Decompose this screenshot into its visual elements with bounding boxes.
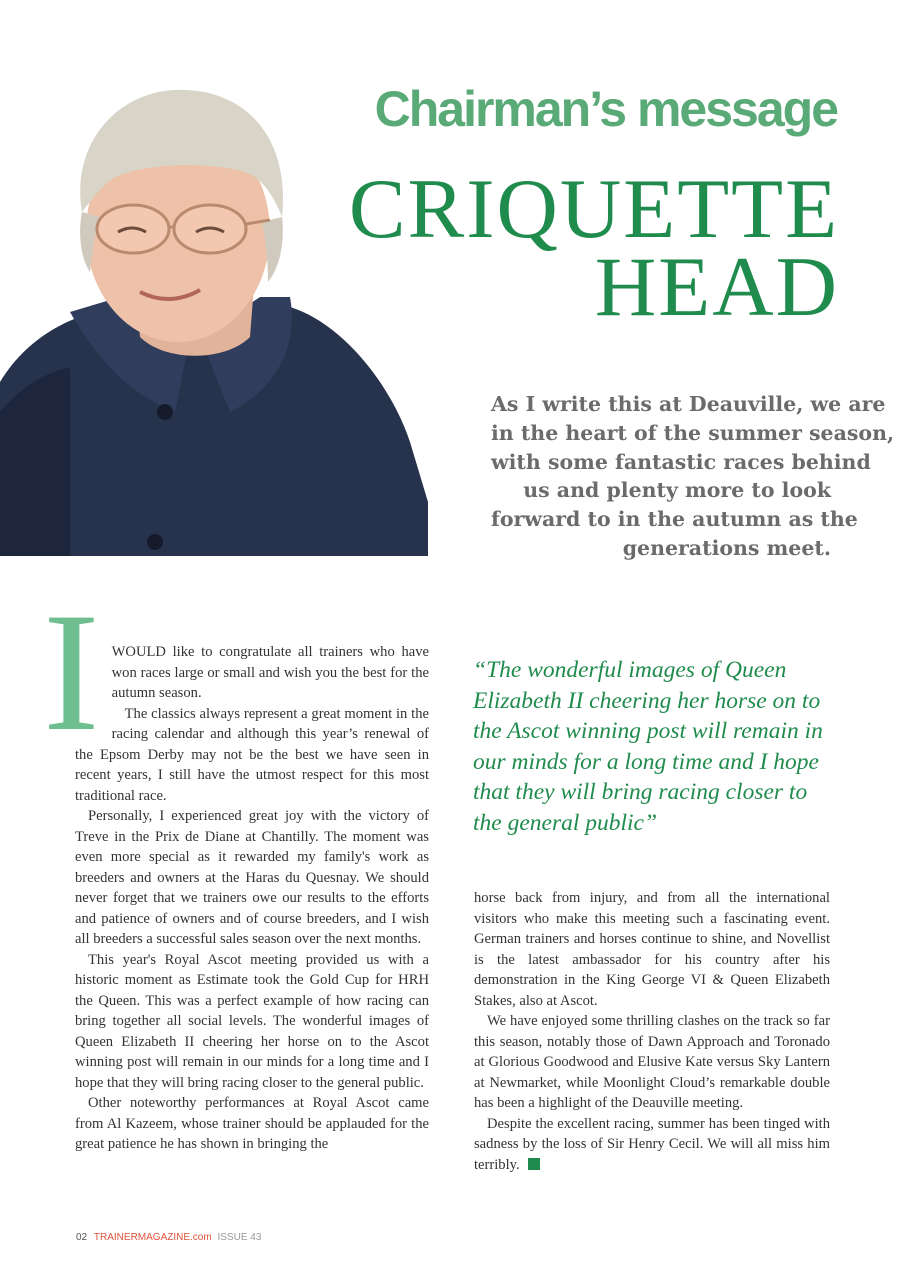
- body-column-left: [43, 578, 429, 1155]
- author-name: [279, 162, 839, 334]
- pull-quote-line: that they will bring racing closer to: [473, 779, 808, 806]
- page-number: 02: [76, 1232, 88, 1243]
- intro-line: in the heart of the summer season,: [491, 420, 895, 445]
- pull-quote-line: “The wonderful images of Queen: [473, 657, 787, 683]
- section-kicker: Chairman’s message: [374, 81, 837, 137]
- pull-quote-line: Elizabeth II cheering her horse on to: [473, 687, 821, 714]
- body-paragraph: Other noteworthy performances at Royal Ascot came from Al Kazeem, whose trainer should be applauded for the great patience he has shown in bringing the: [75, 1095, 429, 1152]
- intro-line: generations meet.: [622, 535, 831, 560]
- body-paragraph: This year's Royal Ascot meeting provided us with a historic moment as Estimate took the Gold Cup for HRH the Queen. This was a perfect example of how racing can bring together all social levels. The wonderful images of Queen Elizabeth II cheering her horse on to the Ascot winning post will remain in our minds for a long time and I hope that they will bring racing closer to the general public.: [75, 951, 429, 1091]
- issue-number: ISSUE 43: [217, 1232, 262, 1243]
- body-paragraph: The classics always represent a great moment in the racing calendar and although this year’s renewal of the Epsom Derby may not be the best we have seen in recent years, I still have the utmost respect for this most traditional race.: [75, 705, 429, 804]
- author-name-line-1: CRIQUETTE: [348, 162, 839, 256]
- body-paragraph: [474, 1114, 830, 1176]
- intro-line: forward to in the autumn as the: [491, 507, 858, 532]
- body-column-right: [474, 888, 830, 1175]
- pull-quote-line: the general public”: [473, 809, 658, 836]
- body-paragraph: WOULD like to congratulate all trainers who have won races large or small and wish you the best for the autumn season.: [111, 644, 429, 701]
- pull-quote: [473, 655, 843, 839]
- body-paragraph: horse back from injury, and from all the international visitors who make this meeting such a fascinating event. German trainers and horses continue to shine, and Novellist is the latest ambassador for his country after his demonstration in the King George VI & Queen Elizabeth Stakes, also at Ascot.: [474, 890, 830, 1009]
- end-mark-icon: [528, 1158, 540, 1170]
- intro-line: As I write this at Deauville, we are: [491, 392, 886, 416]
- intro-standfirst: [491, 390, 895, 563]
- intro-line: with some fantastic races behind: [491, 449, 871, 474]
- pull-quote-line: the Ascot winning post will remain in: [473, 718, 823, 745]
- drop-cap: I: [43, 578, 100, 766]
- body-paragraph: Personally, I experienced great joy with the victory of Treve in the Prix de Diane at Chantilly. The moment was even more special as it rewarded my family's work as breeders and owners at the Haras du Quesnay. We should never forget that we trainers owe our results to the efforts and patience of owners and of course breeders, and I wish all breeders a successful sales season over the next months.: [75, 808, 429, 947]
- body-paragraph: We have enjoyed some thrilling clashes on the track so far this season, notably those of Dawn Approach and Toronado at Glorious Goodwood and Elusive Kate versus Sky Lantern at Newmarket, while Moonlight Cloud’s remarkable double has been a highlight of the Deauville meeting.: [474, 1013, 830, 1111]
- author-name-line-2: HEAD: [594, 240, 839, 334]
- pull-quote-line: our minds for a long time and I hope: [473, 748, 819, 775]
- page-footer: [76, 1232, 261, 1243]
- intro-line: us and plenty more to look: [523, 478, 831, 503]
- body-paragraph-text: Despite the excellent racing, summer has been tinged with sadness by the loss of Sir Henry Cecil. We will all miss him terribly.: [474, 1115, 830, 1173]
- site-name: TRAINERMAGAZINE.com: [93, 1232, 212, 1243]
